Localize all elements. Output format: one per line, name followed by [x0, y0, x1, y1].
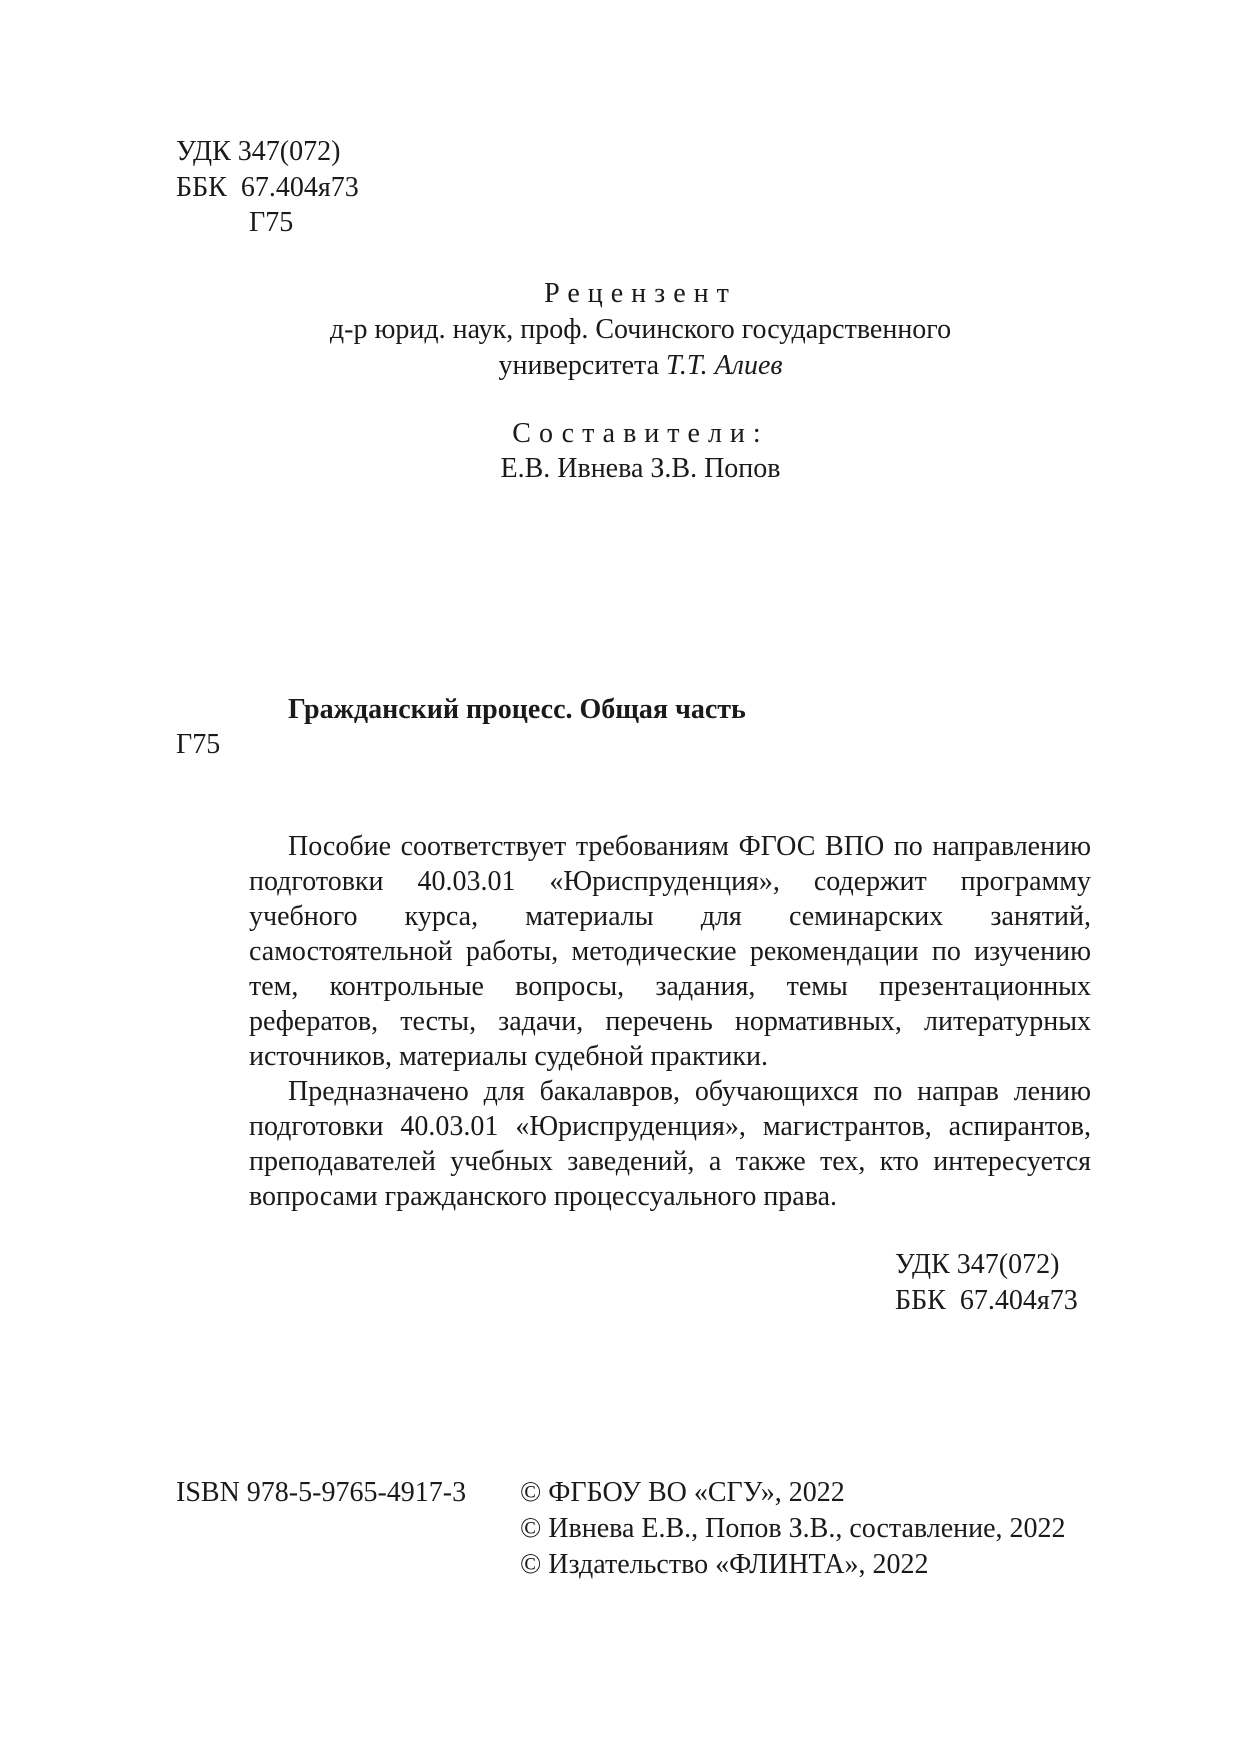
author-mark-title: Г75 [176, 729, 221, 760]
reviewer-heading: Рецензент [544, 278, 737, 309]
reviewer-affiliation-text: университета [498, 350, 667, 381]
copyright-line: © Издательство «ФЛИНТА», 2022 [520, 1549, 929, 1580]
reviewer-affiliation [20, 348, 1241, 383]
reviewer-name: Т.Т. Алиев [666, 350, 783, 381]
author-mark-top: Г75 [249, 207, 294, 238]
compilers-names: Е.В. Ивнева З.В. Попов [500, 453, 781, 484]
bbk-code-bottom: ББК 67.404я73 [895, 1285, 1078, 1316]
annotation [249, 829, 1091, 1214]
udk-code-top: УДК 347(072) [176, 136, 341, 167]
annotation-paragraph: Предназначено для бакалавров, обучающихся по направ лению подготовки 40.03.01 «Юриспруденция», магистрантов, аспирантов, преподавателей учебных заведений, а также тех, кто интересуется вопросами гражданского процессуального права. [249, 1076, 1091, 1212]
udk-code-bottom: УДК 347(072) [895, 1249, 1060, 1280]
reviewer-credentials: д-р юрид. наук, проф. Сочинского государственного [329, 314, 952, 345]
copyright-line: © Ивнева Е.В., Попов З.В., составление, 2022 [520, 1513, 1066, 1544]
copyright-line: © ФГБОУ ВО «СГУ», 2022 [520, 1477, 845, 1508]
bbk-code-top: ББК 67.404я73 [176, 172, 359, 203]
isbn: ISBN 978-5-9765-4917-3 [176, 1477, 467, 1508]
annotation-paragraph: Пособие соответствует требованиям ФГОС ВПО по направлению подготовки 40.03.01 «Юриспруденция», содержит программу учебного курса, материалы для семинарских занятий, самостоятельной работы, методические рекомендации по изучению тем, контрольные вопросы, задания, темы презентационных рефератов, тесты, задачи, перечень нормативных, литературных источников, материалы судебной практики. [249, 831, 1091, 1072]
compilers-heading: Составители: [512, 418, 769, 449]
book-title: Гражданский процесс. Общая часть [288, 694, 746, 725]
